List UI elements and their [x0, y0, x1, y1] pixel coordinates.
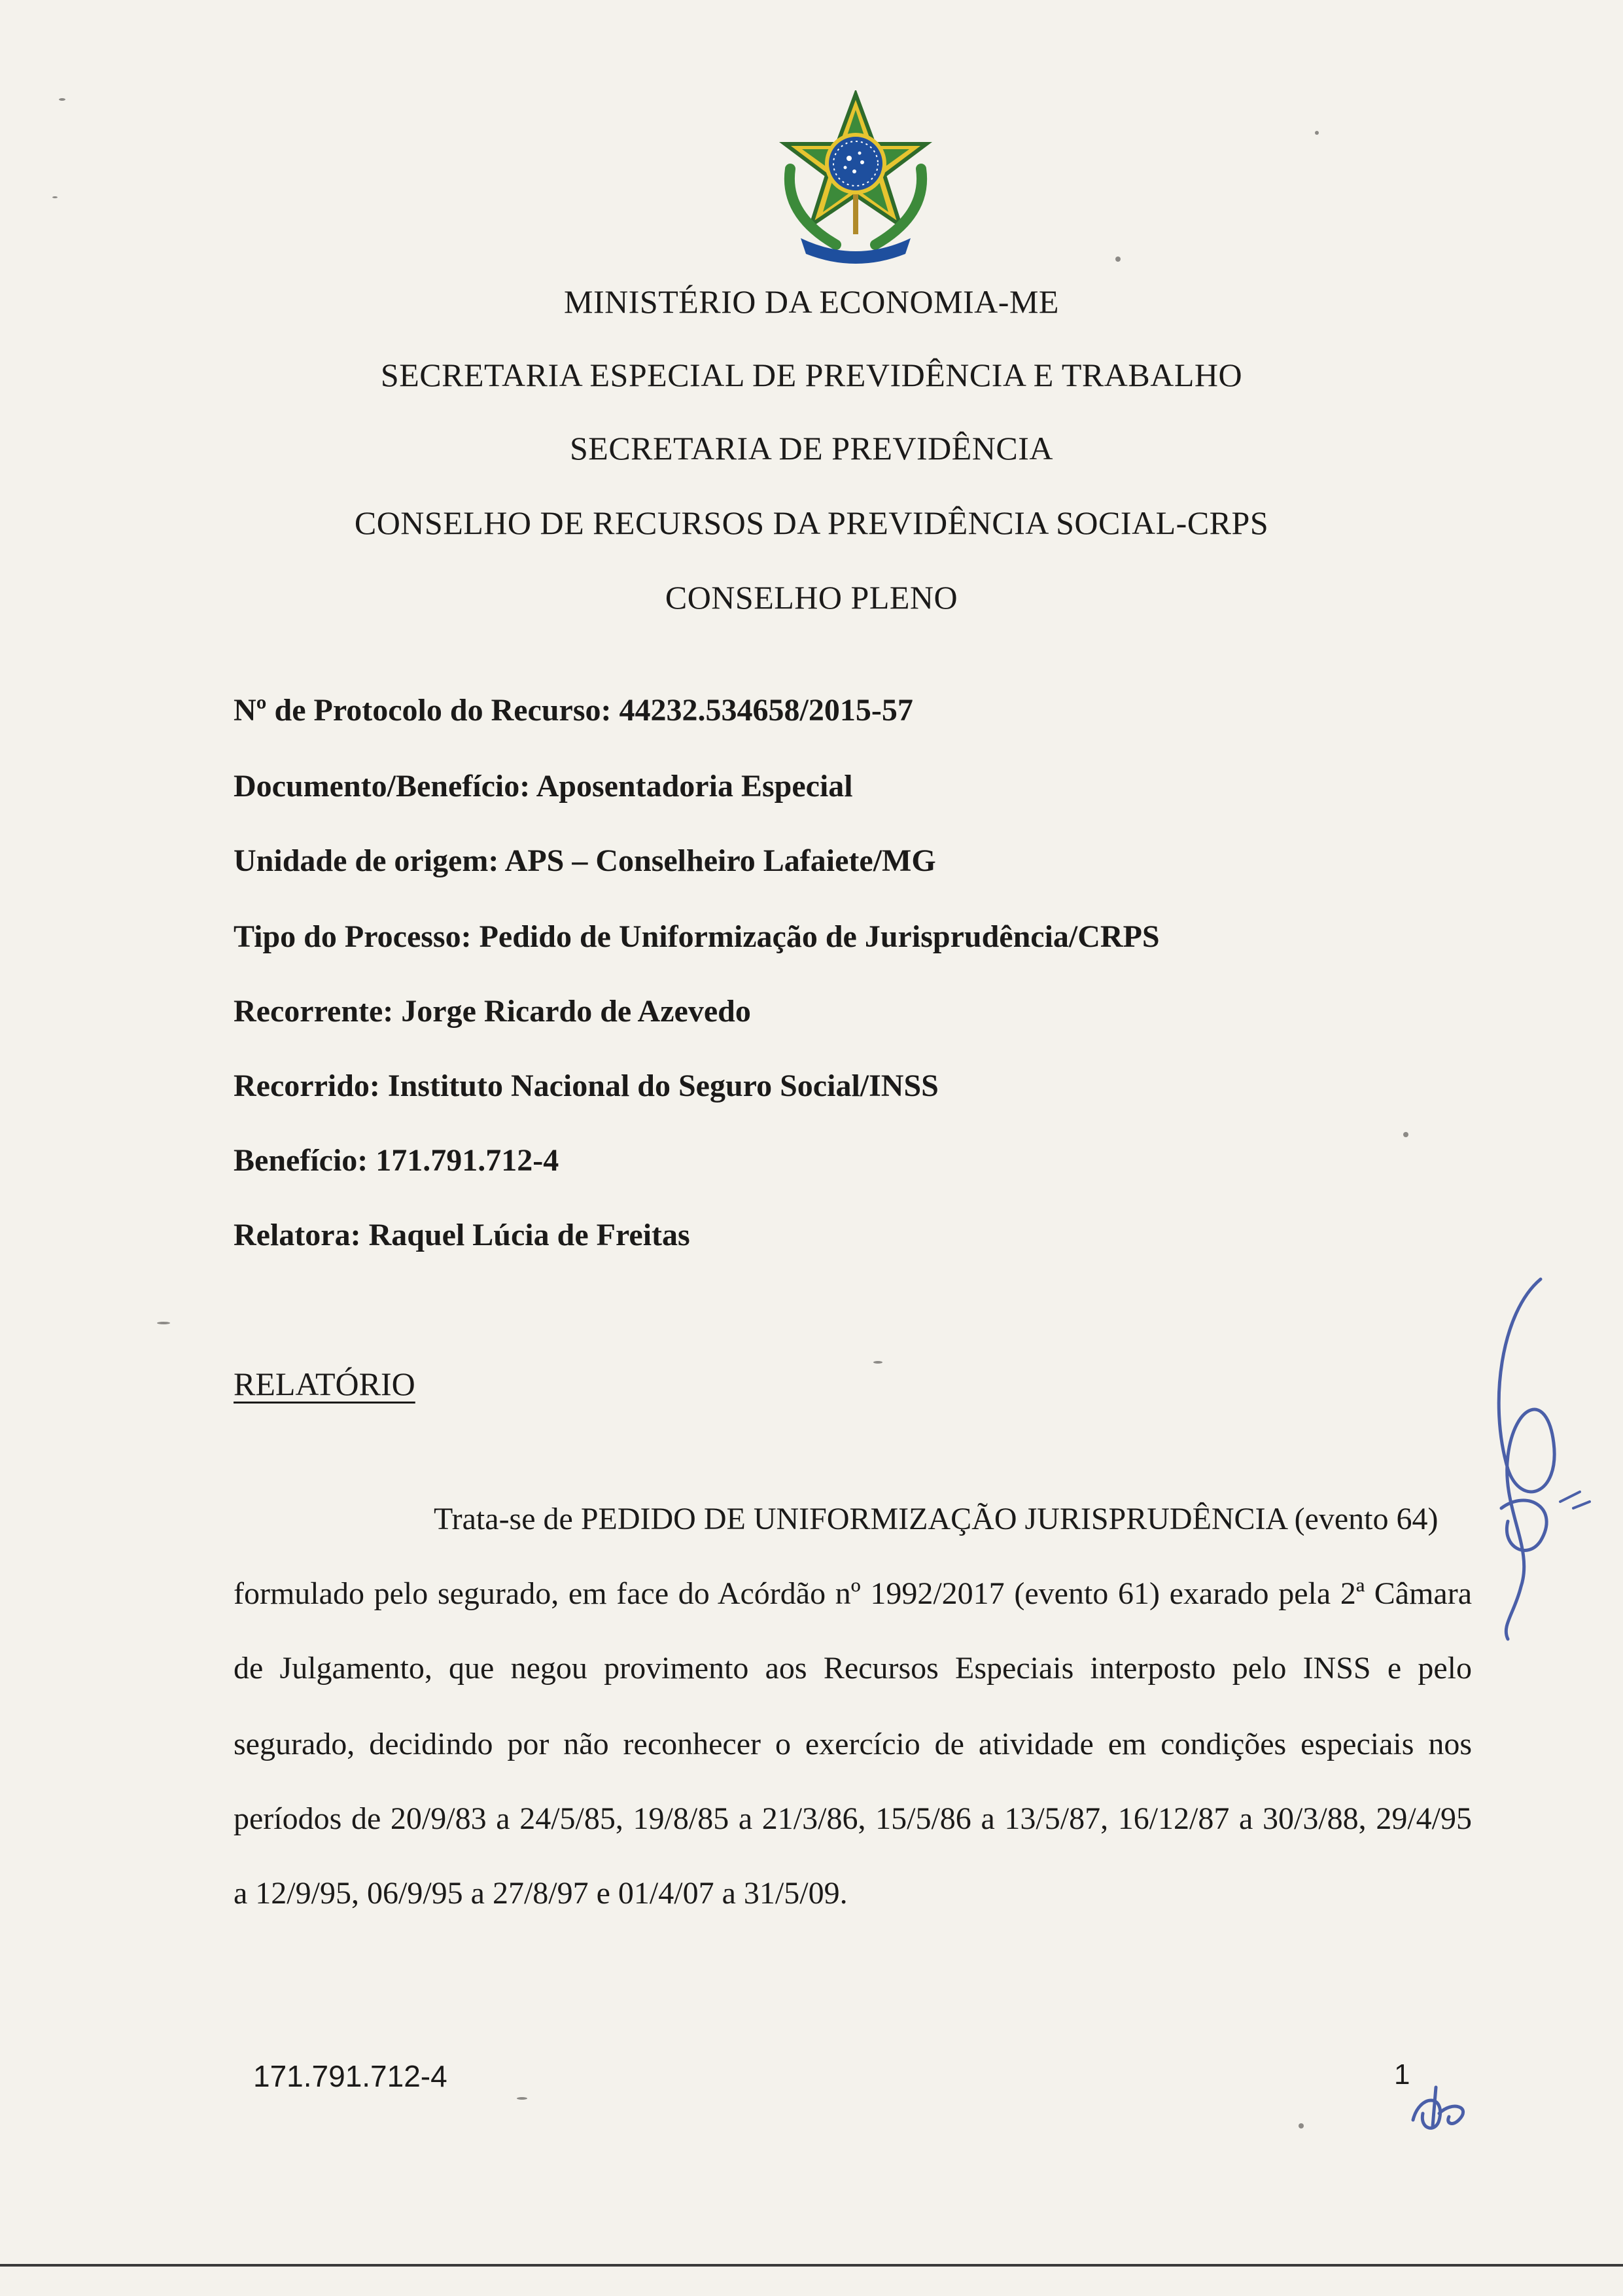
scan-speck [52, 196, 58, 198]
scan-speck [517, 2097, 527, 2100]
process-type-field: Tipo do Processo: Pedido de Uniformização de Jurisprudência/CRPS [234, 919, 1160, 954]
rapporteur-field: Relatora: Raquel Lúcia de Freitas [234, 1218, 690, 1252]
special-secretariat-heading: SECRETARIA ESPECIAL DE PREVIDÊNCIA E TRABALHO [380, 357, 1243, 393]
scan-speck [1403, 1132, 1408, 1137]
report-line: segurado, decidindo por não reconhecer o exercício de atividade em condições especiais nos [234, 1727, 1472, 1761]
report-line: a 12/9/95, 06/9/95 a 27/8/97 e 01/4/07 a 31/5/09. [234, 1876, 848, 1911]
appellee-field: Recorrido: Instituto Nacional do Seguro Social/INSS [234, 1069, 939, 1103]
scan-speck [1299, 2123, 1304, 2128]
report-title: RELATÓRIO [234, 1366, 415, 1402]
scan-speck [1115, 256, 1121, 262]
council-heading: CONSELHO DE RECURSOS DA PREVIDÊNCIA SOCIAL-CRPS [354, 504, 1269, 541]
plenary-heading: CONSELHO PLENO [665, 579, 958, 616]
report-line: Trata-se de PEDIDO DE UNIFORMIZAÇÃO JURISPRUDÊNCIA (evento 64) [434, 1502, 1439, 1536]
secretariat-heading: SECRETARIA DE PREVIDÊNCIA [569, 430, 1054, 467]
scan-speck [1315, 131, 1319, 135]
report-line: formulado pelo segurado, em face do Acórdão nº 1992/2017 (evento 61) exarado pela 2ª Câmara [234, 1576, 1472, 1611]
document-benefit-field: Documento/Benefício: Aposentadoria Especial [234, 769, 853, 804]
handwritten-signature-icon [1462, 1273, 1593, 1646]
ministry-heading: MINISTÉRIO DA ECONOMIA-ME [564, 283, 1059, 320]
scan-speck [873, 1361, 882, 1364]
handwritten-initials-icon [1400, 2074, 1478, 2140]
protocol-field: Nº de Protocolo do Recurso: 44232.534658/2015-57 [234, 693, 913, 728]
scan-speck [59, 98, 65, 101]
scan-bottom-edge [0, 2264, 1623, 2267]
report-line: de Julgamento, que negou provimento aos Recursos Especiais interposto pelo INSS e pelo [234, 1651, 1472, 1686]
origin-unit-field: Unidade de origem: APS – Conselheiro Lafaiete/MG [234, 843, 936, 878]
brazil-coat-of-arms-icon [764, 90, 947, 266]
appellant-field: Recorrente: Jorge Ricardo de Azevedo [234, 994, 751, 1029]
footer-benefit-number: 171.791.712-4 [253, 2059, 447, 2093]
scan-speck [157, 1322, 170, 1324]
report-line: períodos de 20/9/83 a 24/5/85, 19/8/85 a 21/3/86, 15/5/86 a 13/5/87, 16/12/87 a 30/3/88, 29/4/95 [234, 1801, 1472, 1836]
page-number: 1 [1394, 2058, 1410, 2091]
benefit-field: Benefício: 171.791.712-4 [234, 1143, 559, 1178]
